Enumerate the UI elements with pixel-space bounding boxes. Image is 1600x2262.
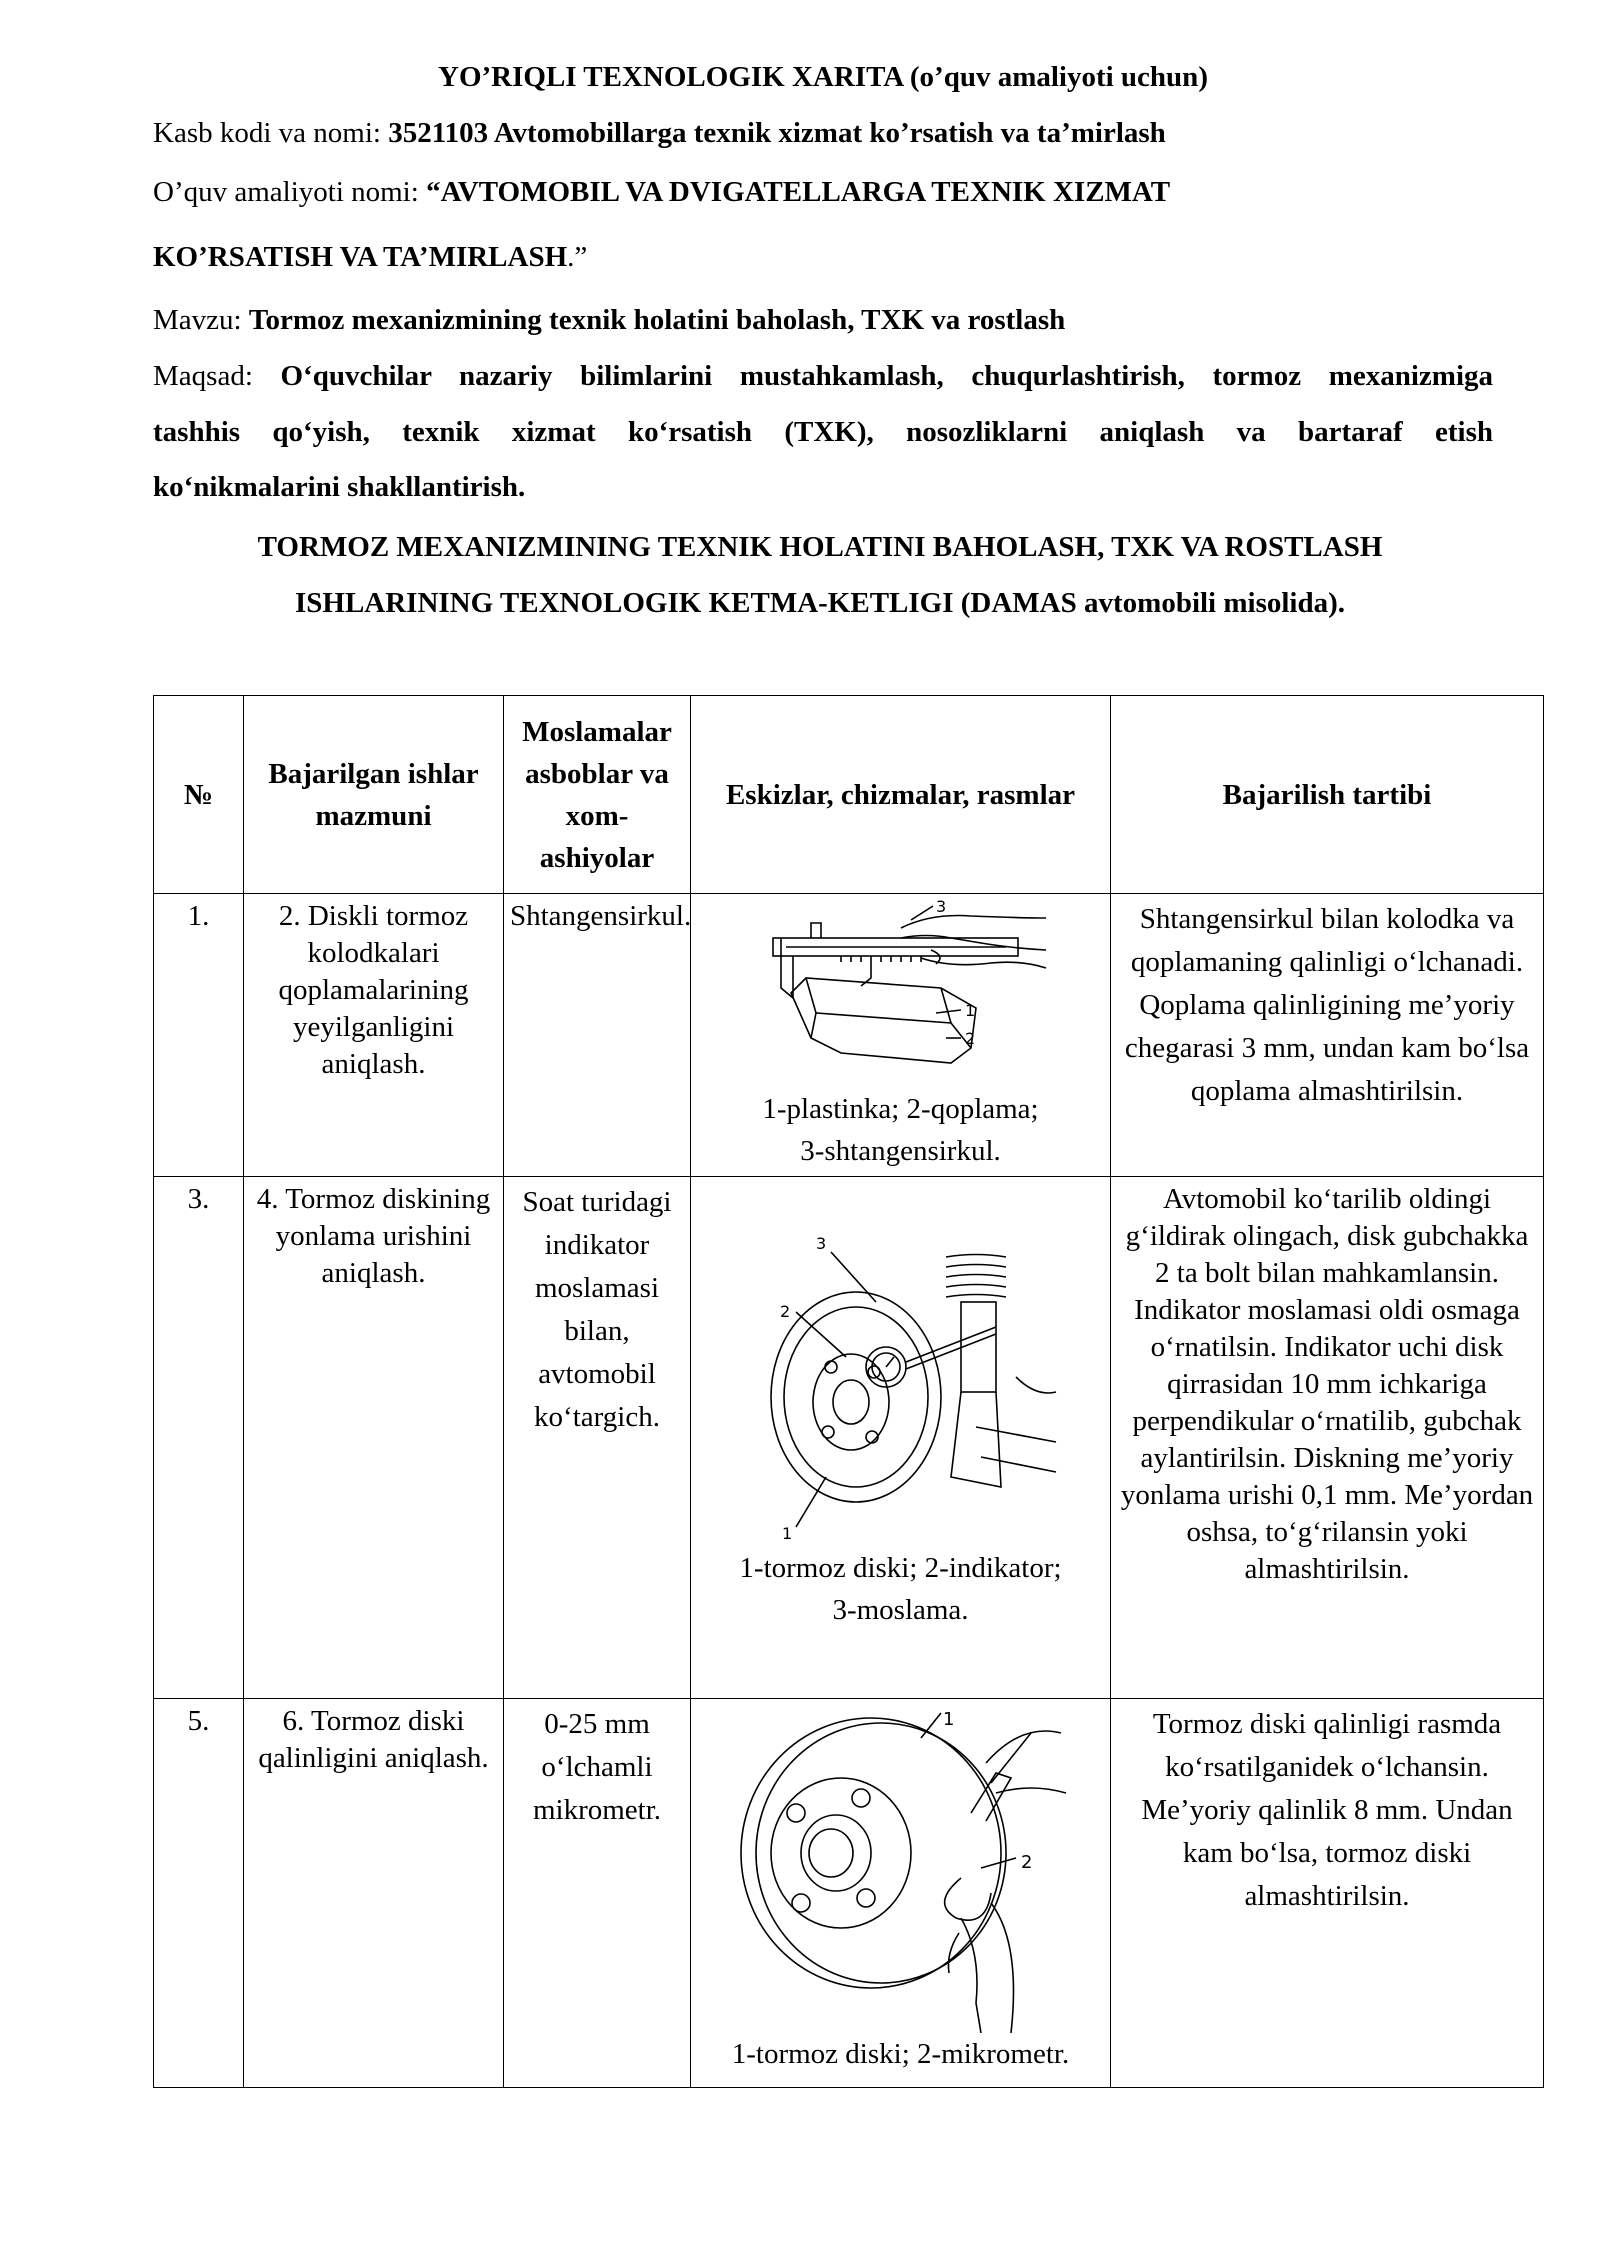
row-content: 2. Diskli tormoz kolodkalari qoplamalarining yeyilganligini aniqlash. — [244, 894, 504, 1177]
header-tools: Moslamalar asboblar va xom-ashiyolar — [504, 696, 691, 894]
callout-2: 2 — [964, 1029, 975, 1048]
kasb-line: Kasb kodi va nomi: 3521103 Avtomobillarga texnik xizmat ko’rsatish va ta’mirlash — [153, 117, 1166, 149]
section-title-line-1: TORMOZ MEXANIZMINING TEXNIK HOLATINI BAHOLASH, TXK VA ROSTLASH — [257, 531, 1383, 563]
row-content: 6. Tormoz diski qalinligini aniqlash. — [244, 1699, 504, 2088]
row-order: Tormoz diski qalinligi rasmda ko‘rsatilganidek o‘lchansin. Me’yoriy qalinlik 8 mm. Undan kam bo‘lsa, tormoz diski almashtirilsin. — [1111, 1699, 1544, 2088]
callout-3: 3 — [935, 898, 946, 916]
caliper-pad-drawing — [751, 898, 1051, 1088]
row-sketch — [691, 1177, 1111, 1699]
header-order: Bajarilish tartibi — [1111, 696, 1544, 894]
row-number: 3. — [154, 1177, 244, 1699]
callout-1: 1 — [781, 1524, 792, 1543]
row-tools: Shtangensirkul. — [504, 894, 691, 1177]
sketch-caption-line-1: 1-plastinka; 2-qoplama; — [762, 1093, 1039, 1125]
row-order: Shtangensirkul bilan kolodka va qoplamaning qalinligi o‘lchanadi. Qoplama qalinligining me’yoriy chegarasi 3 mm, undan kam bo‘lsa qoplama almashtirilsin. — [1111, 894, 1544, 1177]
oquv-line-2: KO’RSATISH VA TA’MIRLASH.” — [153, 241, 588, 273]
header-content: Bajarilgan ishlar mazmuni — [244, 696, 504, 894]
callout-2: 2 — [779, 1302, 790, 1321]
row-content: 4. Tormoz diskining yonlama urishini aniqlash. — [244, 1177, 504, 1699]
section-title-line-2: ISHLARINING TEXNOLOGIK KETMA-KETLIGI (DAMAS avtomobili misolida). — [294, 587, 1346, 619]
row-number: 5. — [154, 1699, 244, 2088]
maqsad-line-1: Maqsad: O‘quvchilar nazariy bilimlarini mustahkamlash, chuqurlashtirish, tormoz mexanizmiga — [153, 360, 1493, 392]
sketch-caption-line-2: 3-moslama. — [832, 1594, 969, 1626]
row-tools: 0-25 mm o‘lchamli mikrometr. — [504, 1699, 691, 2088]
row-order: Avtomobil ko‘tarilib oldingi g‘ildirak olingach, disk gubchakka 2 ta bolt bilan mahkamlansin. Indikator moslamasi oldi osmaga o‘rnatilsin. Indikator uchi disk qirrasidan 10 mm ichkariga perpendikular o‘rnatilib, gubchak aylantirilsin. Diskning me’yoriy yonlama urishi 0,1 mm. Me’yordan oshsa, to‘g‘rilansin yoki almashtirilsin. — [1111, 1177, 1544, 1699]
sketch-caption-line-1: 1-tormoz diski; 2-mikrometr. — [731, 2038, 1070, 2070]
maqsad-line-3: ko‘nikmalarini shakllantirish. — [153, 471, 526, 503]
oquv-line-1: O’quv amaliyoti nomi: “AVTOMOBIL VA DVIGATELLARGA TEXNIK XIZMAT — [153, 176, 1171, 208]
callout-1: 1 — [964, 1001, 975, 1020]
technology-map-table — [153, 695, 1544, 2088]
table-row — [154, 1177, 1544, 1699]
callout-3: 3 — [815, 1234, 826, 1253]
row-tools: Soat turidagi indikator moslamasi bilan, avtomobil ko‘targich. — [504, 1177, 691, 1699]
row-sketch — [691, 894, 1111, 1177]
header-sketch: Eskizlar, chizmalar, rasmlar — [691, 696, 1111, 894]
mavzu-line: Mavzu: Tormoz mexanizmining texnik holatini baholash, TXK va rostlash — [153, 304, 1066, 336]
table-row — [154, 1699, 1544, 2088]
disc-micrometer-drawing — [731, 1703, 1071, 2033]
maqsad-line-2: tashhis qo‘yish, texnik xizmat ko‘rsatish (TXK), nosozliklarni aniqlash va bartaraf etish — [153, 416, 1493, 448]
document-title: YO’RIQLI TEXNOLOGIK XARITA (o’quv amaliyoti uchun) — [438, 61, 1208, 93]
sketch-caption-line-1: 1-tormoz diski; 2-indikator; — [739, 1552, 1062, 1584]
header-num: № — [154, 696, 244, 894]
table-row — [154, 894, 1544, 1177]
callout-1: 1 — [942, 1709, 954, 1730]
row-number: 1. — [154, 894, 244, 1177]
row-sketch — [691, 1699, 1111, 2088]
table-header-row — [154, 696, 1544, 894]
sketch-caption-line-2: 3-shtangensirkul. — [800, 1135, 1001, 1167]
callout-2: 2 — [1020, 1852, 1032, 1873]
disc-indicator-drawing — [736, 1227, 1066, 1547]
